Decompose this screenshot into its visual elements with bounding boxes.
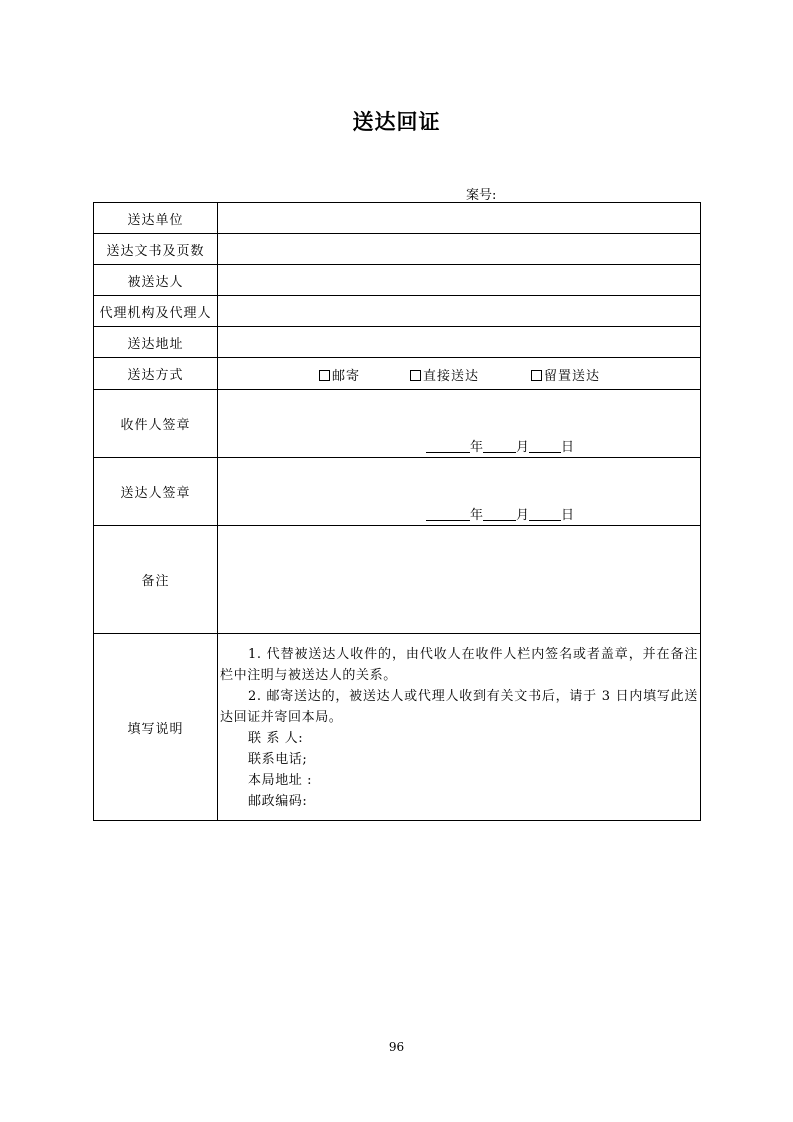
recipient-field[interactable] bbox=[218, 265, 701, 296]
instruction-item-1: 1. 代替被送达人收件的，由代收人在收件人栏内签名或者盖章，并在备注栏中注明与被送达人的关系。 bbox=[220, 647, 698, 683]
method-direct-option[interactable] bbox=[410, 365, 479, 384]
year-blank[interactable] bbox=[426, 509, 470, 521]
table-row bbox=[94, 634, 701, 821]
month-label: 月 bbox=[516, 440, 530, 455]
remarks-field[interactable] bbox=[218, 526, 701, 634]
delivery-receipt-table bbox=[93, 202, 701, 821]
method-label: 送达方式 bbox=[94, 358, 218, 390]
case-number-label: 案号: bbox=[466, 188, 497, 203]
documents-label: 送达文书及页数 bbox=[94, 234, 218, 265]
month-blank[interactable] bbox=[483, 509, 516, 521]
table-row bbox=[94, 458, 701, 526]
day-label: 日 bbox=[561, 440, 575, 455]
table-row bbox=[94, 327, 701, 358]
deliverer-sign-label: 送达人签章 bbox=[94, 458, 218, 526]
agent-label: 代理机构及代理人 bbox=[94, 296, 218, 327]
method-leave-label: 留置送达 bbox=[544, 369, 601, 384]
instruction-item-2: 2. 邮寄送达的，被送达人或代理人收到有关文书后，请于 3 日内填写此送达回证并寄回本局。 bbox=[220, 689, 698, 725]
agent-field[interactable] bbox=[218, 296, 701, 327]
table-row bbox=[94, 203, 701, 234]
table-row bbox=[94, 296, 701, 327]
deliverer-sign-field[interactable] bbox=[218, 458, 701, 526]
receiver-date-line bbox=[426, 436, 574, 455]
method-mail-option[interactable] bbox=[319, 365, 360, 384]
deliverer-date-line bbox=[426, 504, 574, 523]
year-label: 年 bbox=[470, 440, 484, 455]
contact-person-label: 联 系 人: bbox=[248, 731, 304, 746]
receiver-sign-label: 收件人签章 bbox=[94, 390, 218, 458]
table-row bbox=[94, 265, 701, 296]
checkbox-icon[interactable] bbox=[410, 370, 421, 381]
day-blank[interactable] bbox=[529, 441, 561, 453]
method-mail-label: 邮寄 bbox=[332, 369, 361, 384]
address-field[interactable] bbox=[218, 327, 701, 358]
instructions-content bbox=[218, 634, 701, 821]
month-blank[interactable] bbox=[483, 441, 516, 453]
month-label: 月 bbox=[516, 508, 530, 523]
delivery-unit-label: 送达单位 bbox=[94, 203, 218, 234]
address-label: 送达地址 bbox=[94, 327, 218, 358]
method-options bbox=[218, 358, 701, 390]
instructions-label: 填写说明 bbox=[94, 634, 218, 821]
table-row bbox=[94, 234, 701, 265]
office-address-label: 本局地址 : bbox=[248, 773, 313, 788]
page-number: 96 bbox=[388, 1040, 405, 1054]
method-leave-option[interactable] bbox=[531, 365, 600, 384]
postal-code-label: 邮政编码: bbox=[248, 794, 308, 809]
method-direct-label: 直接送达 bbox=[423, 369, 480, 384]
receiver-sign-field[interactable] bbox=[218, 390, 701, 458]
delivery-unit-field[interactable] bbox=[218, 203, 701, 234]
table-row bbox=[94, 358, 701, 390]
year-label: 年 bbox=[470, 508, 484, 523]
document-title: 送达回证 bbox=[352, 110, 441, 134]
remarks-label: 备注 bbox=[94, 526, 218, 634]
day-blank[interactable] bbox=[529, 509, 561, 521]
checkbox-icon[interactable] bbox=[319, 370, 330, 381]
documents-field[interactable] bbox=[218, 234, 701, 265]
checkbox-icon[interactable] bbox=[531, 370, 542, 381]
day-label: 日 bbox=[561, 508, 575, 523]
table-row bbox=[94, 526, 701, 634]
table-row bbox=[94, 390, 701, 458]
recipient-label: 被送达人 bbox=[94, 265, 218, 296]
year-blank[interactable] bbox=[426, 441, 470, 453]
contact-phone-label: 联系电话; bbox=[248, 752, 308, 767]
